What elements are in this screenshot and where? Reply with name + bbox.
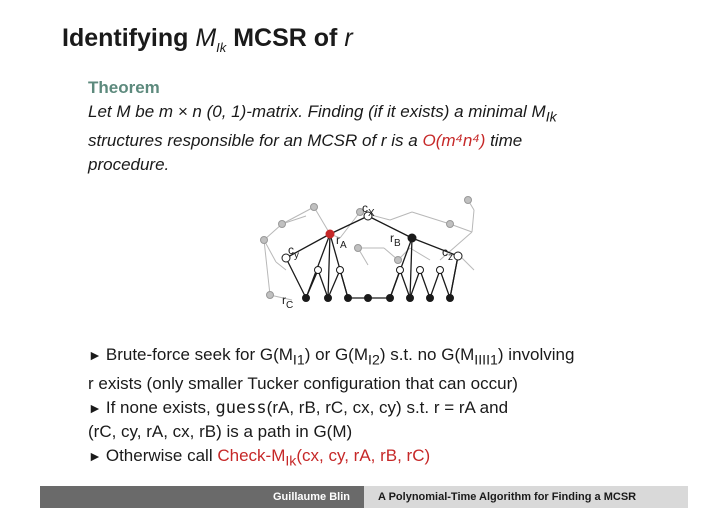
- graph-node: [261, 237, 268, 244]
- bipartite-graph-figure: [240, 190, 500, 320]
- slide-title: [62, 24, 353, 55]
- theorem-body: [88, 100, 648, 177]
- graph-node: [365, 295, 372, 302]
- node-rc: [303, 295, 310, 302]
- footer-talk-title: A Polynomial-Time Algorithm for Finding a MCSR: [364, 486, 688, 508]
- graph-node: [355, 245, 362, 252]
- bullet-triangle-icon: ►: [88, 347, 102, 363]
- graph-node: [311, 204, 318, 211]
- graph-node: [387, 295, 394, 302]
- bullet-1-line1: ► Brute-force seek for $G(M_{I1})$ or $G(M_{I2})$ s.t. no $G(M_{IIII1})$ involving: [88, 345, 575, 369]
- label-cx: $c_X$: [362, 201, 375, 219]
- title-subscript: Ik: [216, 40, 227, 55]
- graph-node: [325, 295, 332, 302]
- graph-node: [427, 295, 434, 302]
- graph-node: [279, 221, 286, 228]
- label-rb: $r_B$: [390, 231, 401, 249]
- theorem-line3: procedure.: [88, 155, 170, 175]
- graph-node: [407, 295, 414, 302]
- title-r: r: [344, 24, 353, 52]
- footer-bar: [40, 486, 688, 508]
- graph-node: [417, 267, 424, 274]
- theorem-line2a: structures responsible for an MCSR of r is a: [88, 131, 423, 151]
- title-m: M: [195, 24, 217, 52]
- theorem-line1-sub: Ik: [545, 109, 557, 126]
- bullet-1-line2: r exists (only smaller Tucker configuration that can occur): [88, 374, 518, 394]
- bullet-triangle-icon: ►: [88, 448, 102, 465]
- label-ra: $r_A$: [336, 233, 347, 251]
- graph-node: [267, 292, 274, 299]
- theorem-line1: Let M be m × n (0, 1)-matrix. Finding (if it exists) a minimal M: [88, 102, 546, 121]
- node-ra: [326, 230, 334, 238]
- node-rb: [408, 234, 416, 242]
- graph-node: [395, 257, 402, 264]
- graph-node: [437, 267, 444, 274]
- label-rc: $r_C$: [282, 293, 294, 311]
- bullet-triangle-icon: ►: [88, 400, 102, 417]
- graph-node: [315, 267, 322, 274]
- graph-node: [447, 295, 454, 302]
- path-edges: [286, 216, 458, 298]
- bullet-3: ► Otherwise call Check-$M_{Ik}(cx$, cy, rA, rB, rC): [88, 446, 431, 470]
- graph-node: [345, 295, 352, 302]
- label-cy: $c_y$: [288, 243, 299, 261]
- graph-node: [337, 267, 344, 274]
- graph-node: [447, 221, 454, 228]
- bullet-2-line1: ► If none exists, guess(rA, rB, rC, cx, cy) s.t. r = rA and: [88, 398, 509, 419]
- theorem-complexity: O(m⁴n⁴): [422, 131, 486, 151]
- footer-author: Guillaume Blin: [40, 486, 364, 508]
- label-cz: $c_z$: [442, 245, 453, 263]
- bullet-list: [88, 343, 644, 474]
- graph-node: [397, 267, 404, 274]
- theorem-line2b: time: [485, 131, 523, 151]
- bullet-2-line2: (rC, cy, rA, cx, rB) is a path in G(M): [88, 422, 353, 442]
- node-cz: [454, 252, 462, 260]
- title-prefix: Identifying: [62, 24, 196, 52]
- title-rest: MCSR of: [226, 24, 345, 52]
- theorem-block: [88, 78, 648, 177]
- graph-node: [465, 197, 472, 204]
- theorem-heading: Theorem: [88, 78, 160, 97]
